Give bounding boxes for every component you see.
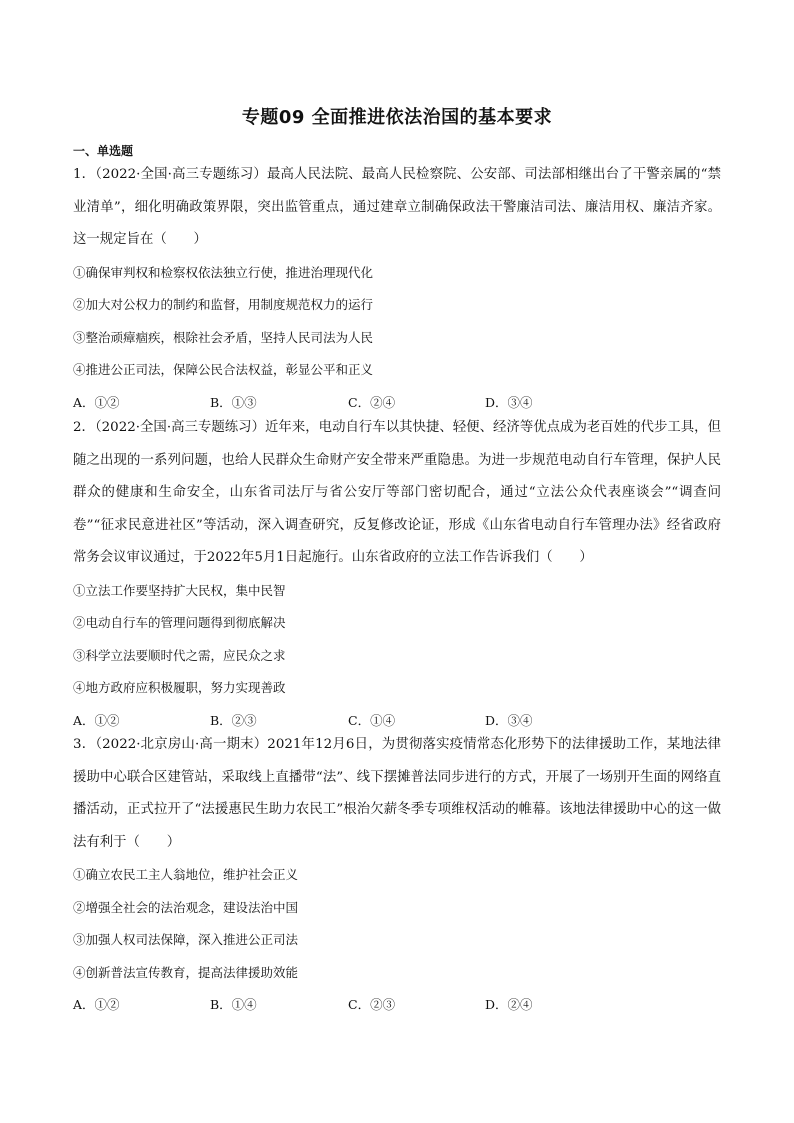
choice-d: D．②④	[485, 997, 533, 1012]
statement-option: ③科学立法要顺时代之需，应民众之求	[73, 647, 286, 663]
question-stem: 1．（2022·全国·高三专题练习）最高人民法院、最高人民检察院、公安部、司法部相继出台了干警亲属的“禁业清单”，细化明确政策界限，突出监管重点，通过建章立制确保政法干警廉洁司法、廉洁用权、廉洁齐家。这一规定旨在（ ）	[73, 167, 721, 247]
choice-d: D．③④	[485, 712, 533, 728]
statement-option: ④创新普法宣传教育，提高法律援助效能	[73, 964, 299, 980]
choice-a: A．①②	[73, 712, 120, 728]
statement-option: ①确立农民工主人翁地位，维护社会正义	[73, 867, 299, 882]
question-3	[73, 729, 721, 1022]
statement-option: ④推进公正司法，保障公民合法权益，彰显公平和正义	[73, 362, 374, 377]
statement-option: ③加强人权司法保障，深入推进公正司法	[73, 932, 299, 947]
question-2	[73, 412, 721, 737]
statement-option: ①确保审判权和检察权依法独立行使，推进治理现代化	[73, 264, 374, 280]
choice-d: D．③④	[485, 394, 533, 410]
statement-option: ③整治顽瘴痼疾，根除社会矛盾，坚持人民司法为人民	[73, 329, 374, 345]
answer-choices	[73, 989, 721, 1022]
choice-b: B．①③	[210, 394, 257, 410]
choice-c: C．①④	[348, 712, 396, 728]
choice-c: C．②④	[348, 394, 396, 410]
question-stem: 3．（2022·北京房山·高一期末）2021年12月6日，为贯彻落实疫情常态化形势下的法律援助工作，某地法律援助中心联合区建管站，采取线上直播带“法”、线下摆摊普法同步进行的方式，开展了一场别开生面的网络直播活动，正式拉开了“法援惠民生助力农民工”根治欠薪冬季专项维权活动的帷幕。该地法律援助中心的这一做法有利于（ ）	[73, 737, 721, 850]
statement-option: ①立法工作要坚持扩大民权，集中民智	[73, 582, 286, 598]
section-heading: 一、单选题	[73, 144, 134, 158]
question-stem: 2．（2022·全国·高三专题练习）近年来，电动自行车以其快捷、轻便、经济等优点成为老百姓的代步工具，但随之出现的一系列问题，也给人民群众生命财产安全带来严重隐患。为进一步规范电动自行车管理，保护人民群众的健康和生命安全，山东省司法厅与省公安厅等部门密切配合，通过“立法公众代表座谈会”“调查问卷”“征求民意进社区”等活动，深入调查研究，反复修改论证，形成《山东省电动自行车管理办法》经省政府常务会议审议通过，于2022年5月1日起施行。山东省政府的立法工作告诉我们（ ）	[73, 420, 721, 565]
choice-a: A．①②	[73, 997, 120, 1012]
choice-a: A．①②	[73, 394, 120, 410]
statement-option: ②电动自行车的管理问题得到彻底解决	[73, 615, 286, 630]
question-1	[73, 159, 721, 419]
statement-option: ②增强全社会的法治观念，建设法治中国	[73, 899, 299, 915]
choice-b: B．①④	[210, 997, 257, 1012]
statement-option: ④地方政府应积极履职，努力实现善政	[73, 680, 286, 695]
choice-c: C．②③	[348, 997, 396, 1012]
statement-option: ②加大对公权力的制约和监督，用制度规范权力的运行	[73, 297, 374, 312]
choice-b: B．②③	[210, 712, 257, 728]
document-title: 专题09 全面推进依法治国的基本要求	[241, 107, 553, 128]
